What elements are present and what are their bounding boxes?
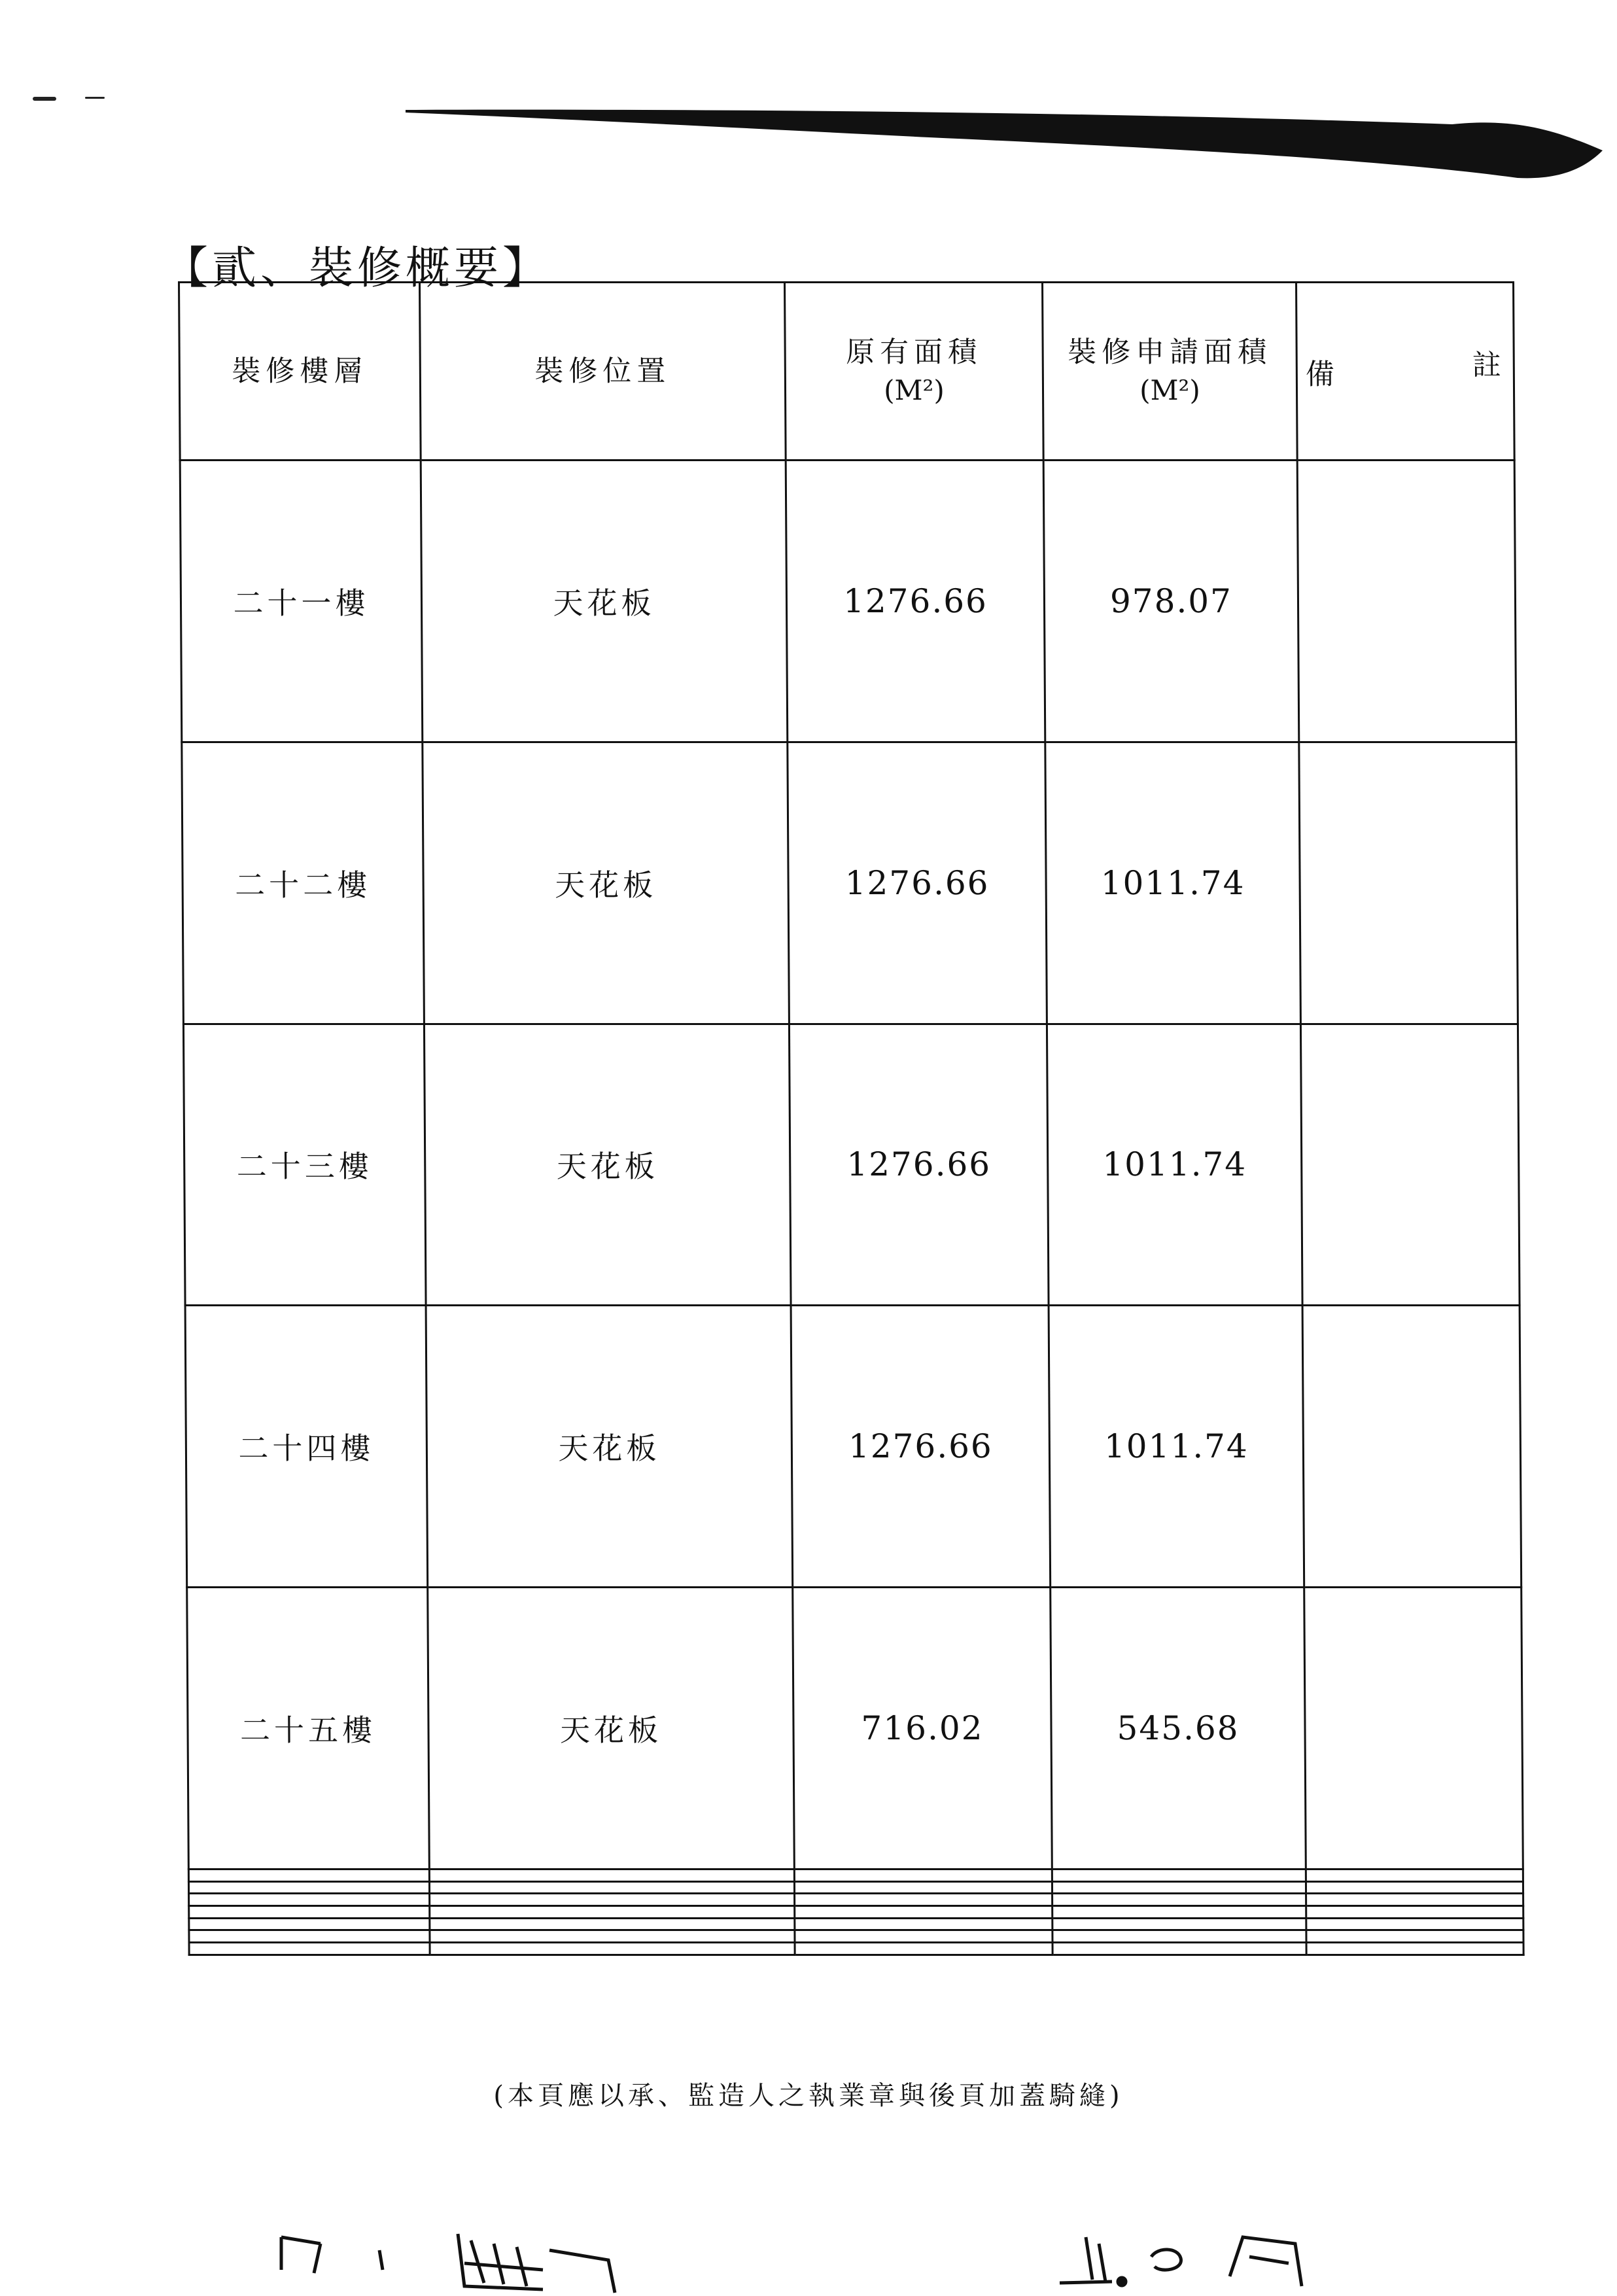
header-applied-area <box>1043 283 1298 461</box>
table-row <box>182 742 1518 1024</box>
cell-floor <box>189 1918 430 1930</box>
table-row <box>180 461 1516 742</box>
header-applied-area-label: 裝修申請面積 <box>1068 336 1272 370</box>
cell-applied-area <box>1052 1918 1306 1930</box>
cell-location: 天花板 <box>423 742 790 1024</box>
cell-floor <box>188 1881 429 1894</box>
cell-floor: 二十三樓 <box>183 1024 426 1306</box>
cell-applied-area: 545.68 <box>1051 1588 1306 1870</box>
cell-applied-area <box>1052 1869 1306 1881</box>
table-row <box>188 1869 1523 1881</box>
cell-remark <box>1306 1894 1523 1906</box>
cell-location: 天花板 <box>426 1306 793 1588</box>
header-original-area <box>785 283 1044 461</box>
cell-floor: 二十五樓 <box>187 1588 430 1870</box>
cell-floor <box>189 1943 430 1955</box>
cell-location <box>430 1943 795 1955</box>
cell-remark <box>1299 742 1518 1024</box>
cell-remark <box>1306 1869 1523 1881</box>
cell-remark <box>1306 1881 1523 1894</box>
cell-location <box>429 1869 794 1881</box>
cell-remark <box>1302 1306 1521 1588</box>
cell-applied-area: 1011.74 <box>1047 1024 1302 1306</box>
header-floor: 裝修樓層 <box>179 283 421 461</box>
cell-applied-area: 1011.74 <box>1045 742 1301 1024</box>
cell-remark <box>1306 1943 1523 1955</box>
table-row <box>189 1894 1523 1906</box>
cell-original-area: 1276.66 <box>791 1306 1051 1588</box>
table-row <box>185 1306 1521 1588</box>
header-applied-area-unit: (M²) <box>1139 374 1200 406</box>
cell-original-area: 1276.66 <box>788 742 1047 1024</box>
renovation-summary-table <box>178 281 1523 1956</box>
cell-remark <box>1306 1930 1523 1943</box>
cell-applied-area <box>1052 1943 1306 1955</box>
seal-stamp-icon <box>1034 2211 1321 2292</box>
cell-floor: 二十四樓 <box>185 1306 428 1588</box>
footer-note: (本頁應以承、監造人之執業章與後頁加蓋騎縫) <box>493 2081 1124 2111</box>
cell-original-area <box>795 1894 1052 1906</box>
cell-remark <box>1306 1918 1523 1930</box>
scan-dash-1 <box>33 97 56 101</box>
cell-original-area: 1276.66 <box>786 461 1045 742</box>
table-row <box>183 1024 1520 1306</box>
table-header-row <box>179 283 1515 461</box>
cell-floor <box>189 1930 430 1943</box>
cell-applied-area <box>1052 1905 1306 1918</box>
cell-original-area <box>794 1881 1052 1894</box>
cell-location <box>430 1905 795 1918</box>
table-row <box>187 1588 1523 1870</box>
table-row <box>189 1930 1523 1943</box>
cell-location <box>430 1918 795 1930</box>
cell-original-area <box>794 1869 1052 1881</box>
cell-original-area: 1276.66 <box>789 1024 1049 1306</box>
cell-remark <box>1306 1905 1523 1918</box>
section-title: 【貳、裝修概要】 <box>164 243 551 294</box>
cell-location: 天花板 <box>428 1588 795 1870</box>
header-remark-left: 備 <box>1305 358 1340 391</box>
scan-dash-2 <box>85 97 105 99</box>
cell-location <box>429 1881 794 1894</box>
cell-remark <box>1297 461 1516 742</box>
cell-remark <box>1300 1024 1520 1306</box>
seal-stamp-icon <box>268 2224 621 2296</box>
header-remark <box>1296 283 1515 461</box>
header-remark-right: 註 <box>1472 349 1506 382</box>
cell-original-area <box>795 1918 1052 1930</box>
table-row <box>189 1943 1523 1955</box>
cell-original-area <box>795 1943 1052 1955</box>
table-row <box>189 1918 1523 1930</box>
header-original-area-label: 原有面積 <box>846 336 982 370</box>
header-location: 裝修位置 <box>420 283 786 461</box>
cell-applied-area: 1011.74 <box>1049 1306 1304 1588</box>
cell-floor <box>188 1869 429 1881</box>
cell-location: 天花板 <box>421 461 788 742</box>
table-row <box>188 1881 1523 1894</box>
cell-original-area <box>795 1905 1052 1918</box>
cell-floor <box>189 1905 430 1918</box>
cell-original-area <box>795 1930 1052 1943</box>
cell-floor: 二十二樓 <box>182 742 425 1024</box>
cell-applied-area: 978.07 <box>1043 461 1299 742</box>
cell-applied-area <box>1052 1894 1306 1906</box>
cell-remark <box>1304 1588 1523 1870</box>
cell-applied-area <box>1052 1930 1306 1943</box>
cell-floor: 二十一樓 <box>180 461 423 742</box>
header-original-area-unit: (M²) <box>884 374 945 406</box>
cell-location: 天花板 <box>424 1024 791 1306</box>
cell-applied-area <box>1052 1881 1306 1894</box>
table-row <box>189 1905 1523 1918</box>
cell-original-area: 716.02 <box>793 1588 1052 1870</box>
cell-floor <box>189 1894 430 1906</box>
cell-location <box>430 1930 795 1943</box>
scan-smudge-icon <box>406 98 1603 183</box>
cell-location <box>430 1894 795 1906</box>
